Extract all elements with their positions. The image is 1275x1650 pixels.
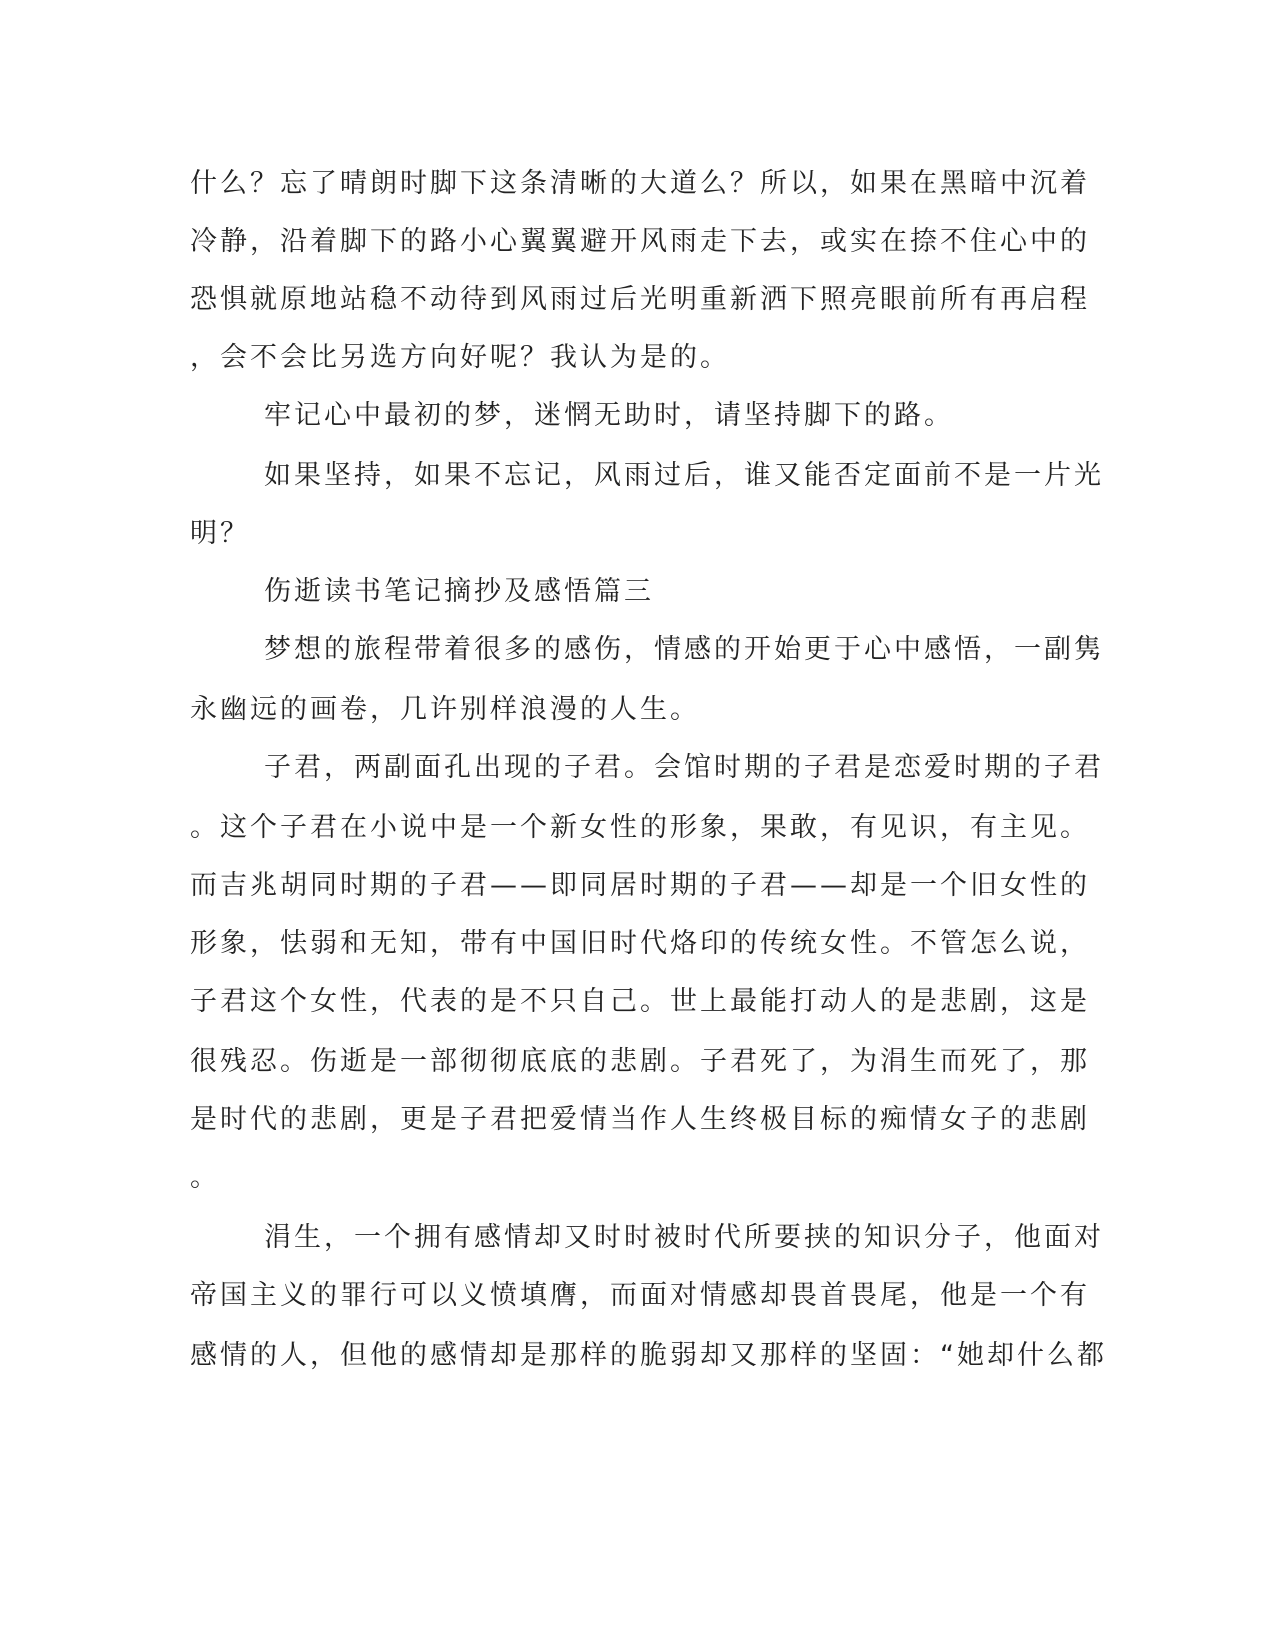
text-line: 明？ [190,518,250,549]
text-line: 子君这个女性，代表的是不只自己。世上最能打动人的是悲剧，这是 [190,986,1090,1017]
text-line: 形象，怯弱和无知，带有中国旧时代烙印的传统女性。不管怎么说， [190,928,1090,959]
text-line: 如果坚持，如果不忘记，风雨过后，谁又能否定面前不是一片光 [264,460,1104,491]
text-line: 。这个子君在小说中是一个新女性的形象，果敢，有见识，有主见。 [190,812,1090,843]
text-line: 子君，两副面孔出现的子君。会馆时期的子君是恋爱时期的子君 [264,752,1104,783]
section-heading: 伤逝读书笔记摘抄及感悟篇三 [264,576,654,607]
text-line: 而吉兆胡同时期的子君——即同居时期的子君——却是一个旧女性的 [190,870,1090,901]
text-line: 是时代的悲剧，更是子君把爱情当作人生终极目标的痴情女子的悲剧 [190,1104,1090,1135]
text-line: 什么？忘了晴朗时脚下这条清晰的大道么？所以，如果在黑暗中沉着 [190,168,1090,199]
text-line: 冷静，沿着脚下的路小心翼翼避开风雨走下去，或实在捺不住心中的 [190,226,1090,257]
text-line: 永幽远的画卷，几许别样浪漫的人生。 [190,694,700,725]
text-line: 涓生，一个拥有感情却又时时被时代所要挟的知识分子，他面对 [264,1222,1104,1253]
text-line: 恐惧就原地站稳不动待到风雨过后光明重新洒下照亮眼前所有再启程 [190,284,1090,315]
text-line: 帝国主义的罪行可以义愤填膺，而面对情感却畏首畏尾，他是一个有 [190,1280,1090,1311]
text-line: 。 [190,1162,220,1193]
text-line: 很残忍。伤逝是一部彻彻底底的悲剧。子君死了，为涓生而死了，那 [190,1046,1090,1077]
text-line: 牢记心中最初的梦，迷惘无助时，请坚持脚下的路。 [264,400,954,431]
text-line: 梦想的旅程带着很多的感伤，情感的开始更于心中感悟，一副隽 [264,634,1104,665]
text-line: 感情的人，但他的感情却是那样的脆弱却又那样的坚固：“她却什么都 [190,1340,1107,1371]
text-line: ，会不会比另选方向好呢？我认为是的。 [190,342,730,373]
